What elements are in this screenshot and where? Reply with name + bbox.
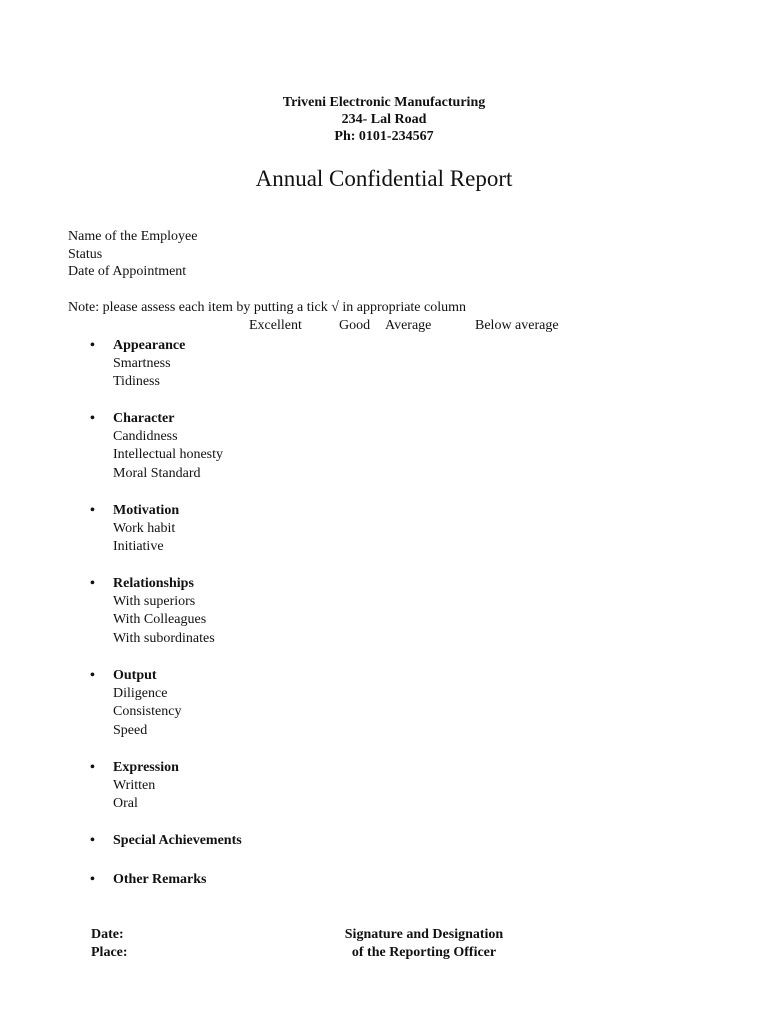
section-heading-label: Appearance bbox=[113, 338, 186, 353]
bullet-icon: • bbox=[90, 411, 95, 426]
section-heading-label: Other Remarks bbox=[113, 872, 207, 887]
section-heading bbox=[90, 871, 207, 889]
company-name: Triveni Electronic Manufacturing bbox=[282, 95, 486, 110]
signature-line-2: of the Reporting Officer bbox=[351, 945, 497, 960]
bullet-icon: • bbox=[90, 760, 95, 775]
bullet-icon: • bbox=[90, 833, 95, 848]
field-employee-name: Name of the Employee bbox=[68, 229, 198, 244]
assessment-item: Moral Standard bbox=[113, 465, 201, 481]
section-heading-label: Character bbox=[113, 411, 175, 426]
section-output bbox=[90, 667, 182, 740]
assessment-item: Written bbox=[113, 778, 156, 794]
column-excellent: Excellent bbox=[249, 318, 302, 333]
section-heading bbox=[90, 337, 186, 355]
assessment-item: With subordinates bbox=[113, 630, 215, 646]
assessment-item: Consistency bbox=[113, 704, 182, 720]
section-heading bbox=[90, 410, 223, 428]
report-title: Annual Confidential Report bbox=[255, 166, 513, 191]
bullet-icon: • bbox=[90, 338, 95, 353]
column-good: Good bbox=[339, 318, 371, 333]
bullet-icon: • bbox=[90, 503, 95, 518]
assessment-item: With superiors bbox=[113, 594, 196, 610]
company-header bbox=[0, 94, 768, 145]
assessment-item: Candidness bbox=[113, 429, 178, 445]
section-relationships bbox=[90, 575, 215, 648]
section-other-remarks bbox=[90, 871, 207, 889]
date-label: Date: bbox=[91, 927, 124, 942]
bullet-icon: • bbox=[90, 872, 95, 887]
assessment-item: Speed bbox=[113, 722, 148, 738]
bullet-icon: • bbox=[90, 576, 95, 591]
bullet-icon: • bbox=[90, 668, 95, 683]
signature-line-1: Signature and Designation bbox=[344, 927, 504, 942]
section-heading-label: Expression bbox=[113, 760, 179, 775]
section-appearance bbox=[90, 337, 186, 392]
signature-block bbox=[339, 926, 509, 962]
footer-date-place bbox=[91, 926, 128, 962]
company-phone: Ph: 0101-234567 bbox=[334, 129, 434, 144]
section-special-achievements bbox=[90, 832, 242, 850]
assessment-item: Work habit bbox=[113, 521, 176, 537]
assessment-item: Oral bbox=[113, 796, 138, 812]
section-heading bbox=[90, 575, 215, 593]
section-heading bbox=[90, 759, 179, 777]
assessment-item: Smartness bbox=[113, 356, 171, 372]
section-heading-label: Output bbox=[113, 668, 157, 683]
assessment-item: Initiative bbox=[113, 539, 164, 555]
section-heading-label: Motivation bbox=[113, 503, 180, 518]
company-address: 234- Lal Road bbox=[341, 112, 427, 127]
assessment-note: Note: please assess each item by putting a tick √ in appropriate column bbox=[68, 300, 467, 315]
section-character bbox=[90, 410, 224, 483]
column-average: Average bbox=[385, 318, 432, 333]
section-heading-label: Special Achievements bbox=[113, 833, 242, 848]
assessment-item: Intellectual honesty bbox=[113, 447, 224, 463]
place-label: Place: bbox=[91, 945, 128, 960]
field-date-of-appointment: Date of Appointment bbox=[68, 264, 187, 279]
assessment-item: With Colleagues bbox=[113, 612, 207, 628]
assessment-item: Diligence bbox=[113, 686, 168, 702]
field-status: Status bbox=[68, 246, 103, 262]
section-heading-label: Relationships bbox=[113, 576, 194, 591]
employee-fields bbox=[68, 228, 197, 281]
section-heading bbox=[90, 667, 181, 685]
section-heading bbox=[90, 832, 242, 850]
column-below-average: Below average bbox=[475, 318, 559, 333]
section-expression bbox=[90, 759, 179, 814]
section-heading bbox=[90, 502, 180, 520]
section-motivation bbox=[90, 502, 180, 557]
assessment-item: Tidiness bbox=[113, 374, 160, 390]
